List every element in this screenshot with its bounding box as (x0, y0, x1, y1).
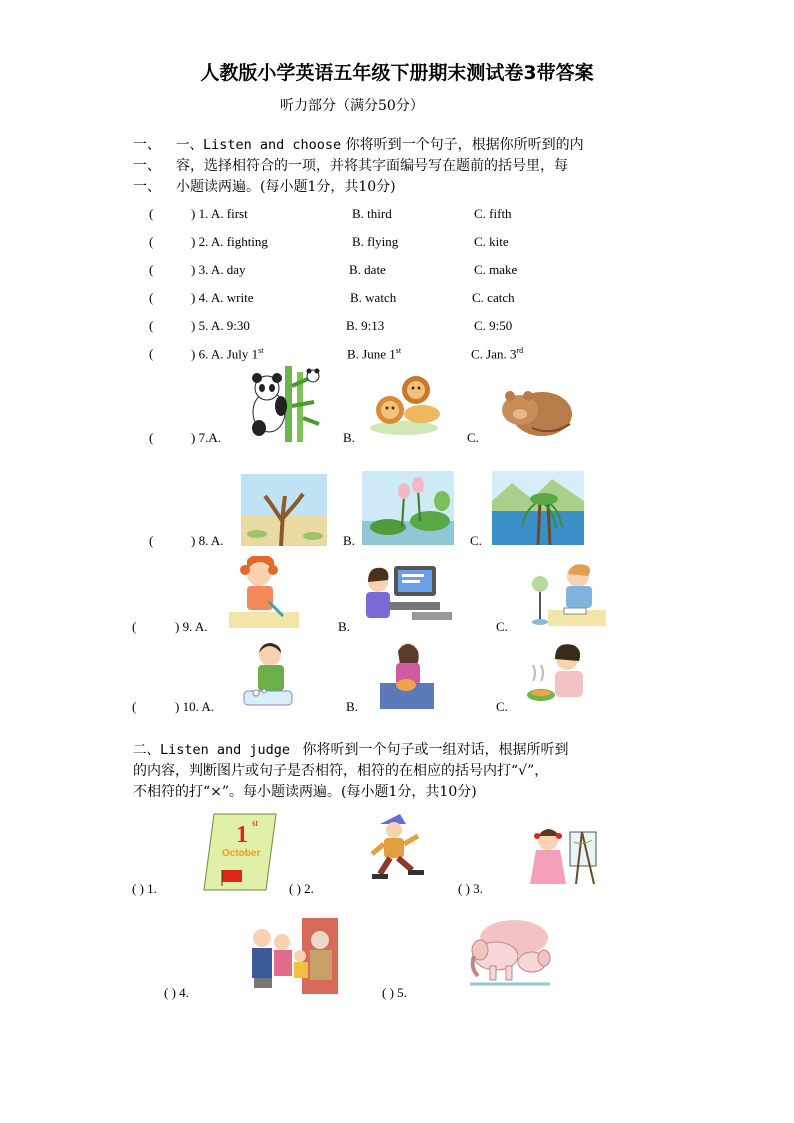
boy-washing-picture (240, 637, 298, 711)
lions-picture (360, 368, 448, 438)
paren-q4: ( (149, 290, 154, 305)
section1-heading (176, 135, 584, 156)
section2-line1: 你将听到一个句子或一组对话，根据所听到 (302, 742, 569, 758)
paren-q2: ( (149, 234, 154, 249)
paren-q6: ( (149, 346, 154, 361)
q1-c: C. fifth (474, 206, 512, 221)
judge-item-2: ( ) 2. (289, 881, 314, 896)
calendar-sup: st (252, 818, 259, 828)
judge-item-1: ( ) 1. (132, 881, 157, 896)
q3-b: B. date (349, 262, 386, 277)
panda-picture (243, 366, 326, 442)
calendar-day: 1 (236, 822, 248, 848)
paren-q1: ( (149, 206, 154, 221)
q9-a: ) 9. A. (175, 619, 208, 634)
judge-item-3: ( ) 3. (458, 881, 483, 896)
q5-b: B. 9:13 (346, 318, 385, 333)
girl-writing-picture (229, 556, 299, 628)
paren-q8: ( (149, 533, 154, 548)
q7-a: ) 7.A. (191, 430, 221, 445)
judge-item-4: ( ) 4. (164, 985, 189, 1000)
paren-q9: ( (132, 619, 137, 634)
q9-b: B. (338, 619, 350, 634)
bears-picture (492, 378, 576, 442)
q6-c: C. Jan. 3rd (471, 346, 524, 362)
q7-b: B. (343, 430, 355, 445)
page-subtitle: 听力部分（满分50分） (280, 98, 424, 114)
calendar-picture (200, 812, 280, 894)
q4-a: ) 4. A. write (191, 290, 254, 305)
section2-line2: 的内容，判断图片或句子是否相符，相符的在相应的括号内打“√”， (133, 763, 549, 779)
lotus-picture (362, 471, 454, 545)
bare-tree-picture (241, 474, 327, 546)
section1-title: 一、Listen and choose (176, 137, 342, 153)
q10-c: C. (496, 699, 508, 714)
girl-reading-lamp-picture (528, 558, 606, 630)
q6-b: B. June 1st (347, 346, 402, 362)
q5-c: C. 9:50 (474, 318, 513, 333)
paren-q3: ( (149, 262, 154, 277)
q2-a: ) 2. A. fighting (191, 234, 268, 249)
girl-cooking-picture (376, 637, 438, 709)
section1-line3: 小题读两遍。(每小题1分，共10分) (176, 179, 396, 195)
girl-computer-picture (362, 562, 457, 632)
q9-c: C. (496, 619, 508, 634)
calendar-month: October (222, 848, 261, 859)
section2-line3: 不相符的打“×”。每小题读两遍。(每小题1分，共10分) (133, 784, 477, 800)
girl-drawing-picture (520, 824, 600, 892)
q5-a: ) 5. A. 9:30 (191, 318, 250, 333)
q8-a: ) 8. A. (191, 533, 224, 548)
q3-a: ) 3. A. day (191, 262, 246, 277)
paren-q7: ( (149, 430, 154, 445)
q3-c: C. make (474, 262, 518, 277)
boy-skating-picture (360, 812, 436, 890)
section1-line1: 你将听到一个句子，根据你所听到的内 (345, 137, 584, 153)
q8-b: B. (343, 533, 355, 548)
q1-b: B. third (352, 206, 392, 221)
section2-title: 二、Listen and judge (133, 742, 291, 758)
page-title: 人教版小学英语五年级下册期末测试卷3带答案 (200, 62, 594, 84)
section1-line2: 容，选择相符合的一项，并将其字面编号写在题前的括号里，每 (176, 158, 568, 174)
paren-q5: ( (149, 318, 154, 333)
q6-a: ) 6. A. July 1st (191, 346, 264, 362)
elephants-picture (464, 910, 556, 990)
section1-marker-2: 一、 (133, 158, 161, 174)
section1-marker-3: 一、 (133, 179, 161, 195)
q4-c: C. catch (472, 290, 515, 305)
q2-b: B. flying (352, 234, 399, 249)
judge-item-5: ( ) 5. (382, 985, 407, 1000)
q8-c: C. (470, 533, 482, 548)
q10-b: B. (346, 699, 358, 714)
q10-a: ) 10. A. (175, 699, 214, 714)
willow-lake-picture (492, 471, 584, 545)
section2-heading (133, 740, 569, 761)
section1-marker-1: 一、 (133, 137, 161, 153)
q7-c: C. (467, 430, 479, 445)
family-picture (248, 918, 338, 994)
q4-b: B. watch (350, 290, 397, 305)
girl-eating-picture (527, 641, 589, 711)
q2-c: C. kite (474, 234, 509, 249)
q1-a: ) 1. A. first (191, 206, 248, 221)
paren-q10: ( (132, 699, 137, 714)
